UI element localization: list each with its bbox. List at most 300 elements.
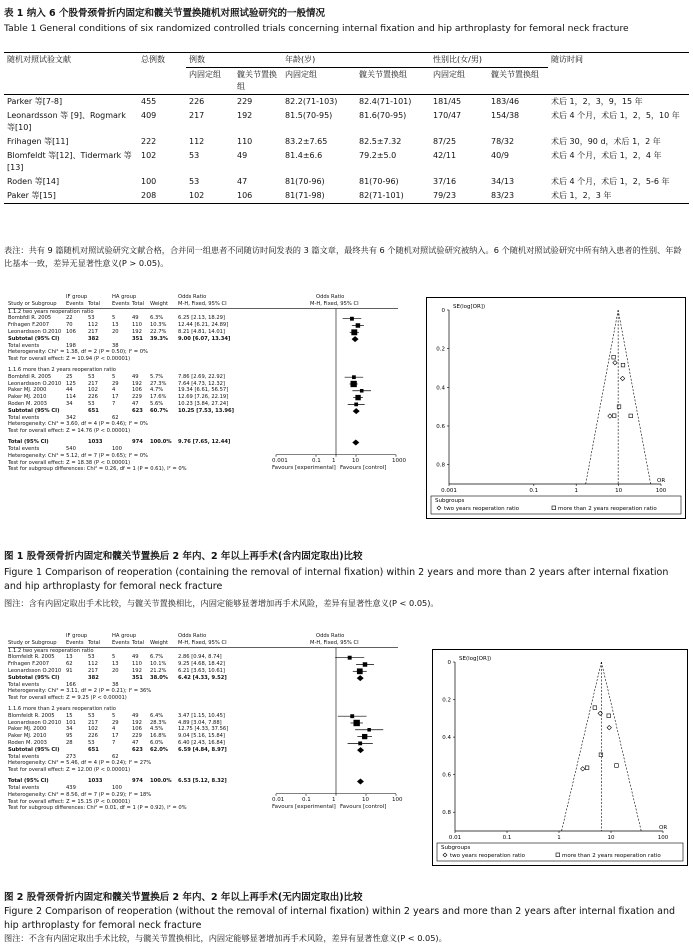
if-total: 217: [88, 668, 98, 674]
table-cell-sex-ha: 34/13: [491, 177, 515, 186]
weight: 21.2%: [150, 668, 167, 674]
legend-title: Subgroups: [441, 845, 471, 851]
if-total: 53: [88, 315, 95, 322]
ha-events: 29: [112, 719, 119, 726]
weight: 4.5%: [150, 726, 164, 733]
ha-total: 110: [132, 661, 142, 668]
table-cell-sex-if: 37/16: [433, 177, 457, 186]
hdr-or2b: M-H, Fixed, 95% CI: [310, 300, 359, 307]
ha-total: 192: [132, 329, 142, 335]
point-estimate: [350, 714, 354, 718]
funnel-point-square: [629, 414, 633, 418]
table-cell-n-ha: 106: [237, 191, 253, 200]
ha-events: 13: [112, 661, 119, 668]
odds-ratio-ci: 8.21 [4.81, 14.01]: [178, 329, 225, 335]
funnel-point-diamond: [598, 711, 602, 715]
study-name: Leonardsson O.2010: [8, 329, 62, 335]
table-cell-study: Blomfeldt 等[12]、Tidermark 等[13]: [7, 151, 132, 172]
if-events: 34: [66, 726, 73, 733]
x-tick-label: 10: [615, 488, 623, 494]
subtotal-if-total: 651: [88, 407, 99, 414]
study-name: Blomfeldt R. 2005: [8, 654, 55, 661]
subtotal-ha-total: 351: [132, 674, 143, 681]
odds-ratio-ci: 9.25 [4.68, 18.42]: [178, 661, 225, 668]
weight: 6.0%: [150, 740, 164, 747]
y-axis-label: SE(log[OR]): [459, 656, 492, 662]
subtotal-ha-total: 351: [132, 335, 143, 342]
ha-total: 47: [132, 401, 139, 408]
ha-total: 106: [132, 387, 142, 394]
if-total: 53: [88, 712, 95, 719]
total-events-if: 540: [66, 445, 76, 452]
subtotal-label: Subtotal (95% CI): [8, 407, 60, 414]
hdr-events-ha: Events: [112, 639, 130, 646]
total-events-ha: 38: [112, 342, 119, 349]
odds-ratio-ci: 7.64 [4.73, 12.32]: [178, 380, 225, 387]
weight: 17.6%: [150, 394, 167, 401]
th-study: 随机对照试验文献: [7, 55, 71, 64]
table-cell-age-if: 83.2±7.65: [285, 137, 328, 146]
study-name: Bombfdl R. 2005: [8, 373, 52, 380]
fig2-caption-en1: Figure 2 Comparison of reoperation (without the removal of internal fixation) within 2 years and more than 2 years after internal fixation and: [4, 906, 675, 917]
ha-total: 106: [132, 726, 142, 733]
x-tick-label: 0.1: [502, 835, 512, 841]
weight: 16.8%: [150, 733, 167, 740]
if-total: 53: [88, 654, 95, 661]
table-cell-age-ha: 81(70-96): [359, 177, 399, 186]
subgroup-2-effect: Test for overall effect: Z = 12.00 (P < 0.00001): [8, 767, 131, 774]
ha-events: 5: [112, 654, 116, 661]
study-name: Frihagen F.2007: [8, 322, 50, 329]
table-cell-age-if: 82.2(71-103): [285, 97, 338, 106]
table-cell-age-if: 81(70-96): [285, 177, 325, 186]
study-name: Paker MJ. 2010: [8, 394, 47, 401]
ha-events: 5: [112, 712, 116, 719]
hdr-total-ha: Total: [132, 639, 145, 646]
table-cell-total: 100: [141, 177, 157, 186]
point-estimate: [354, 403, 358, 407]
table-cell-total: 409: [141, 111, 157, 120]
point-estimate: [350, 317, 354, 321]
hdr-or1b: M-H, Fixed, 95% CI: [178, 300, 227, 307]
fig2-note: 图注：不含有内固定取出手术比较，与髋关节置换相比，内固定能够显著增加再手术风险，差异有显著性意义(P < 0.05)。: [4, 933, 447, 943]
point-estimate: [360, 389, 364, 393]
odds-ratio-ci: 12.75 [4.33, 37.56]: [178, 726, 229, 733]
x-tick-label: 0.001: [441, 488, 457, 494]
ha-events: 13: [112, 322, 119, 329]
subtotal-if-total: 1033: [88, 439, 103, 446]
subtotal-diamond: [352, 336, 359, 342]
fig2-caption-en2: hip arthroplasty for femoral neck fracture: [4, 920, 202, 931]
funnel-point-square: [607, 714, 611, 718]
x-tick-label: 0.01: [448, 835, 462, 841]
odds-ratio-ci: 2.86 [0.94, 8.74]: [178, 654, 222, 661]
total-events-ha: 62: [112, 414, 119, 421]
table1: [4, 52, 689, 204]
funnel-point-diamond: [620, 376, 624, 380]
fig1-caption-en1: Figure 1 Comparison of reoperation (containing the removal of internal fixation) within 2 years and more than 2 years after internal fixation: [4, 567, 669, 578]
y-tick-label: 0: [441, 308, 445, 314]
subtotal-if-total: 382: [88, 674, 99, 681]
hdr-or2: Odds Ratio: [316, 294, 345, 300]
table-cell-fu: 术后 30，90 d，术后 1，2 年: [551, 137, 661, 146]
odds-ratio-ci: 10.23 [3.84, 27.24]: [178, 401, 229, 408]
funnel-point-square: [615, 764, 619, 768]
hdr-if: IF group: [66, 633, 88, 639]
odds-ratio-ci: 12.69 [7.26, 22.19]: [178, 394, 229, 401]
weight: 6.3%: [150, 315, 164, 322]
legend-square-icon: [556, 853, 560, 857]
subtotal-diamond: [357, 747, 364, 753]
study-name: Bombfdl R. 2005: [8, 315, 52, 322]
weight: 22.7%: [150, 329, 167, 335]
weight: 27.3%: [150, 380, 167, 387]
if-total: 217: [88, 329, 98, 335]
ha-events: 17: [112, 733, 119, 740]
total-events-label: Total events: [8, 414, 40, 421]
subgroup-2-title: 1.1.6 more than 2 years reoperation ratio: [8, 367, 116, 374]
odds-ratio-ci: 12.44 [6.21, 24.89]: [178, 322, 229, 329]
ha-total: 110: [132, 322, 142, 329]
subtotal-ha-total: 974: [132, 439, 143, 446]
total-events-ha: 62: [112, 753, 119, 760]
subtotal-label: Subtotal (95% CI): [8, 746, 60, 753]
if-events: 125: [66, 380, 76, 387]
total-events-if: 198: [66, 342, 76, 349]
y-tick-label: 0.2: [442, 697, 451, 704]
funnel-left-line: [562, 662, 602, 831]
total-events-label: Total events: [8, 784, 40, 791]
subtotal-or: 6.42 [4.33, 9.52]: [178, 674, 227, 681]
if-total: 226: [88, 733, 98, 740]
funnel-point-diamond: [581, 767, 585, 771]
subtotal-label: Subtotal (95% CI): [8, 335, 60, 342]
subgroup-1-title: 1.1.2 two years reoperation ratio: [8, 647, 94, 654]
ha-total: 192: [132, 719, 142, 726]
ha-events: 7: [112, 740, 116, 747]
if-events: 106: [66, 329, 76, 335]
total-events-if: 273: [66, 753, 76, 760]
table-cell-age-ha: 79.2±5.0: [359, 151, 397, 160]
y-tick-label: 0.6: [436, 424, 445, 430]
table-cell-fu: 术后 1，2，3，9，15 年: [551, 97, 643, 106]
table-cell-n-ha: 110: [237, 137, 253, 146]
ha-total: 229: [132, 733, 142, 740]
subtotal-ha-total: 974: [132, 778, 143, 785]
hdr-weight: Weight: [150, 300, 169, 307]
subgroup-2-effect: Test for overall effect: Z = 14.76 (P < 0.00001): [8, 428, 131, 435]
total-effect: Test for overall effect: Z = 15.15 (P < 0.00001): [8, 798, 131, 805]
subgroup-2-heterogeneity: Heterogeneity: Chi² = 3.60, df = 4 (P = 0.46); I² = 0%: [8, 421, 148, 428]
ha-events: 20: [112, 329, 119, 335]
total-heterogeneity: Heterogeneity: Chi² = 5.12, df = 7 (P = 0.65); I² = 0%: [8, 452, 148, 459]
point-estimate: [355, 395, 360, 400]
table-cell-n-if: 102: [189, 191, 205, 200]
y-tick-label: 0.4: [442, 735, 451, 742]
th-if: 内固定组: [189, 70, 221, 79]
funnel-plot-1: [426, 297, 686, 519]
study-name: Paker MJ. 2000: [8, 726, 47, 733]
ha-total: 47: [132, 740, 139, 747]
th-age: 年龄(岁): [282, 53, 430, 68]
ha-total: 192: [132, 668, 142, 674]
table-cell-total: 102: [141, 151, 157, 160]
subtotal-ha-total: 623: [132, 407, 143, 414]
table-cell-sex-ha: 154/38: [491, 111, 520, 120]
if-total: 53: [88, 373, 95, 380]
ha-events: 29: [112, 380, 119, 387]
y-axis-label: SE(log[OR]): [453, 304, 486, 310]
table-cell-sex-ha: 183/46: [491, 97, 520, 106]
table-cell-n-if: 53: [189, 177, 200, 186]
y-tick-label: 0: [447, 660, 451, 666]
subtotal-diamond: [357, 675, 364, 681]
subtotal-if-total: 651: [88, 746, 99, 753]
fig1-note: 图注：含有内固定取出手术比较，与髋关节置换相比，内固定能够显著增加再手术风险，差异有显著性意义(P < 0.05)。: [4, 598, 439, 608]
table-row: [4, 95, 689, 110]
point-estimate: [367, 728, 371, 732]
legend-label-b: more than 2 years reoperation ratio: [562, 853, 661, 859]
table-cell-study: Leonardsson 等 [9]、Rogmark 等[10]: [7, 111, 126, 132]
hdr-or1b: M-H, Fixed, 95% CI: [178, 639, 227, 646]
ha-events: 17: [112, 394, 119, 401]
subtotal-or: 9.76 [7.65, 12.44]: [178, 439, 231, 446]
study-name: Leonardsson O.2010: [8, 380, 62, 387]
weight: 6.7%: [150, 654, 164, 661]
subtotal-or: 9.00 [6.07, 13.34]: [178, 335, 231, 342]
forest-plot-1: [8, 294, 408, 540]
table1-title-cn: 表 1 纳入 6 个股骨颈骨折内固定和髋关节置换随机对照试验研究的一般情况: [4, 8, 325, 19]
if-events: 101: [66, 719, 76, 726]
subtotal-weight: 60.7%: [150, 407, 168, 414]
if-total: 53: [88, 401, 95, 408]
hdr-or1: Odds Ratio: [178, 294, 207, 300]
hdr-total-if: Total: [88, 300, 101, 307]
table-cell-study: Paker 等[15]: [7, 191, 56, 200]
y-tick-label: 0.2: [436, 346, 445, 353]
legend-diamond-icon: [437, 506, 441, 510]
subtotal-diamond: [353, 408, 360, 414]
funnel-point-square: [612, 355, 616, 359]
x-tick-label: 100: [657, 835, 669, 841]
if-events: 62: [66, 661, 73, 668]
if-events: 44: [66, 387, 73, 394]
weight: 10.3%: [150, 322, 167, 329]
if-total: 112: [88, 661, 98, 668]
if-events: 34: [66, 401, 73, 408]
hdr-ha: HA group: [112, 294, 137, 300]
th-cases: 例数: [186, 53, 282, 68]
point-estimate: [351, 329, 357, 335]
funnel-point-square: [599, 753, 603, 757]
th-sex: 性别比(女/男): [430, 53, 548, 68]
table-cell-n-ha: 229: [237, 97, 253, 106]
table-cell-n-if: 217: [189, 111, 205, 120]
y-tick-label: 0.6: [442, 772, 451, 779]
table-cell-sex-if: 42/11: [433, 151, 457, 160]
fig1-caption-en2: and hip arthroplasty for femoral neck fracture: [4, 581, 223, 592]
subgroup-2-heterogeneity: Heterogeneity: Chi² = 5.46, df = 4 (P = 0.24); I² = 27%: [8, 760, 152, 767]
funnel-point-diamond: [608, 414, 612, 418]
odds-ratio-ci: 4.89 [3.04, 7.88]: [178, 719, 222, 726]
y-tick-label: 0.4: [436, 385, 445, 392]
odds-ratio-ci: 6.25 [2.13, 18.29]: [178, 315, 225, 322]
table-cell-sex-if: 181/45: [433, 97, 462, 106]
subgroup-1-title: 1.1.2 two years reoperation ratio: [8, 308, 94, 315]
funnel-svg: [427, 298, 685, 518]
x-tick-label: 1000: [392, 457, 406, 464]
subtotal-weight: 100.0%: [150, 778, 172, 785]
fig1-caption-cn: 图 1 股骨颈骨折内固定和髋关节置换后 2 年内、2 年以上再手术(含内固定取出)比较: [4, 551, 363, 562]
subgroup-1-heterogeneity: Heterogeneity: Chi² = 3.11, df = 2 (P = 0.21); I² = 36%: [8, 688, 152, 695]
funnel-point-square: [593, 706, 597, 710]
funnel-svg: [433, 650, 687, 865]
x-tick-label: 1: [574, 488, 578, 494]
ha-total: 49: [132, 373, 139, 380]
x-tick-label: 0.1: [312, 457, 321, 464]
if-events: 114: [66, 394, 76, 401]
x-tick-label: 0.1: [302, 796, 311, 803]
subtotal-weight: 38.0%: [150, 674, 168, 681]
table-cell-fu: 术后 1，2，3 年: [551, 191, 612, 200]
y-tick-label: 0.8: [436, 462, 445, 469]
point-estimate: [356, 323, 360, 327]
funnel-point-square: [612, 414, 616, 418]
table-cell-sex-if: 170/47: [433, 111, 462, 120]
table-row: [4, 189, 689, 204]
if-total: 217: [88, 719, 98, 726]
table-cell-sex-if: 87/25: [433, 137, 457, 146]
table-cell-total: 208: [141, 191, 157, 200]
ha-events: 5: [112, 315, 116, 322]
total-heterogeneity: Heterogeneity: Chi² = 8.56, df = 7 (P = 0.29); I² = 18%: [8, 791, 152, 798]
forest-plot-2: [8, 633, 408, 878]
subtotal-ha-total: 623: [132, 746, 143, 753]
ha-total: 192: [132, 380, 142, 387]
table-cell-study: Roden 等[14]: [7, 177, 60, 186]
table-row: [4, 175, 689, 189]
total-events-ha: 38: [112, 681, 119, 688]
table-cell-sex-ha: 83/23: [491, 191, 515, 200]
total-events-if: 166: [66, 681, 76, 688]
if-events: 25: [66, 373, 73, 380]
weight: 10.1%: [150, 661, 167, 668]
total-diamond: [352, 439, 359, 445]
total-events-label: Total events: [8, 681, 40, 688]
th-followup: 随访时间: [551, 55, 583, 64]
subtotal-weight: 39.3%: [150, 335, 168, 342]
subgroup-differences: Test for subgroup differences: Chi² = 0.01, df = 1 (P = 0.92), I² = 0%: [8, 805, 187, 812]
hdr-study: Study or Subgroup: [8, 300, 57, 307]
study-name: Roden M. 2003: [8, 740, 47, 747]
study-name: Blomfeldt R. 2005: [8, 712, 55, 719]
if-events: 13: [66, 654, 73, 661]
study-name: Roden M. 2003: [8, 401, 47, 408]
table-cell-age-ha: 82.4(71-101): [359, 97, 412, 106]
table-row: [4, 135, 689, 149]
table-cell-n-if: 226: [189, 97, 205, 106]
table-cell-n-ha: 49: [237, 151, 248, 160]
table-cell-fu: 术后 4 个月，术后 1，2，5，10 年: [551, 111, 680, 120]
subtotal-or: 6.59 [4.84, 8.97]: [178, 746, 227, 753]
odds-ratio-ci: 3.47 [1.15, 10.45]: [178, 712, 225, 719]
if-total: 102: [88, 387, 98, 394]
total-diamond: [357, 778, 364, 784]
subtotal-weight: 62.0%: [150, 746, 168, 753]
ha-total: 49: [132, 315, 139, 322]
study-name: Leonardsson O.2010: [8, 719, 62, 726]
if-total: 226: [88, 394, 98, 401]
weight: 5.6%: [150, 401, 164, 408]
if-events: 15: [66, 712, 73, 719]
hdr-weight: Weight: [150, 639, 169, 646]
th-sex-if: 内固定组: [433, 70, 465, 79]
x-tick-label: 1: [332, 457, 336, 464]
x-axis-label: OR: [659, 825, 668, 831]
odds-ratio-ci: 19.34 [6.61, 56.57]: [178, 387, 229, 394]
hdr-total-ha: Total: [132, 300, 145, 307]
funnel-point-diamond: [613, 361, 617, 365]
total-events-label: Total events: [8, 342, 40, 349]
favours-left-label: Favours [experimental]: [272, 803, 336, 810]
odds-ratio-ci: 6.40 [2.43, 16.84]: [178, 740, 225, 747]
y-tick-label: 0.8: [442, 810, 451, 817]
hdr-or2: Odds Ratio: [316, 633, 345, 639]
x-tick-label: 100: [655, 488, 667, 494]
if-total: 53: [88, 740, 95, 747]
ha-events: 20: [112, 668, 119, 674]
x-tick-label: 10: [352, 457, 359, 464]
hdr-or1: Odds Ratio: [178, 633, 207, 639]
point-estimate: [348, 656, 352, 660]
total-events-if: 342: [66, 414, 76, 421]
if-events: 28: [66, 740, 73, 747]
table1-note: 表注：共有 9 篇随机对照试验研究文献合格，合并同一组患者不同随访时间发表的 3 篇文章，最终共有 6 个随机对照试验研究被纳入。6 个随机对照试验研究中所有纳入患者的性别、年龄比基本一致，差异无显著性意义(P > 0.05)。: [4, 245, 682, 268]
total-events-label: Total events: [8, 753, 40, 760]
weight: 6.4%: [150, 712, 164, 719]
hdr-if: IF group: [66, 294, 88, 300]
table-cell-fu: 术后 4 个月，术后 1，2，4 年: [551, 151, 662, 160]
table-cell-total: 455: [141, 97, 157, 106]
table-cell-age-if: 81(71-98): [285, 191, 325, 200]
subtotal-weight: 100.0%: [150, 439, 172, 446]
point-estimate: [363, 662, 367, 666]
table-row: [4, 149, 689, 175]
subtotal-label: Total (95% CI): [8, 439, 49, 446]
subgroup-1-effect: Test for overall effect: Z = 9.25 (P < 0.00001): [8, 695, 127, 702]
if-events: 91: [66, 668, 73, 674]
table-cell-total: 222: [141, 137, 157, 146]
table-cell-n-if: 53: [189, 151, 200, 160]
hdr-ha: HA group: [112, 633, 137, 639]
study-name: Frihagen F.2007: [8, 661, 50, 668]
favours-right-label: Favours [control]: [340, 803, 387, 810]
ha-total: 49: [132, 654, 139, 661]
funnel-point-square: [621, 363, 625, 367]
hdr-total-if: Total: [88, 639, 101, 646]
legend-label-b: more than 2 years reoperation ratio: [558, 506, 657, 512]
point-estimate: [362, 734, 367, 739]
fig2-caption-cn: 图 2 股骨颈骨折内固定和髋关节置换后 2 年内、2 年以上再手术(无内固定取出)比较: [4, 892, 363, 903]
table1-title-en: Table 1 General conditions of six randomized controlled trials concerning internal fixation and hip arthroplasty for femoral neck fracture: [4, 23, 629, 34]
subgroup-1-effect: Test for overall effect: Z = 10.94 (P < 0.00001): [8, 356, 131, 363]
table-cell-n-if: 112: [189, 137, 205, 146]
hdr-events-if: Events: [66, 639, 84, 646]
x-tick-label: 1: [557, 835, 561, 841]
funnel-point-square: [617, 405, 621, 409]
ha-events: 5: [112, 373, 116, 380]
point-estimate: [351, 381, 357, 387]
